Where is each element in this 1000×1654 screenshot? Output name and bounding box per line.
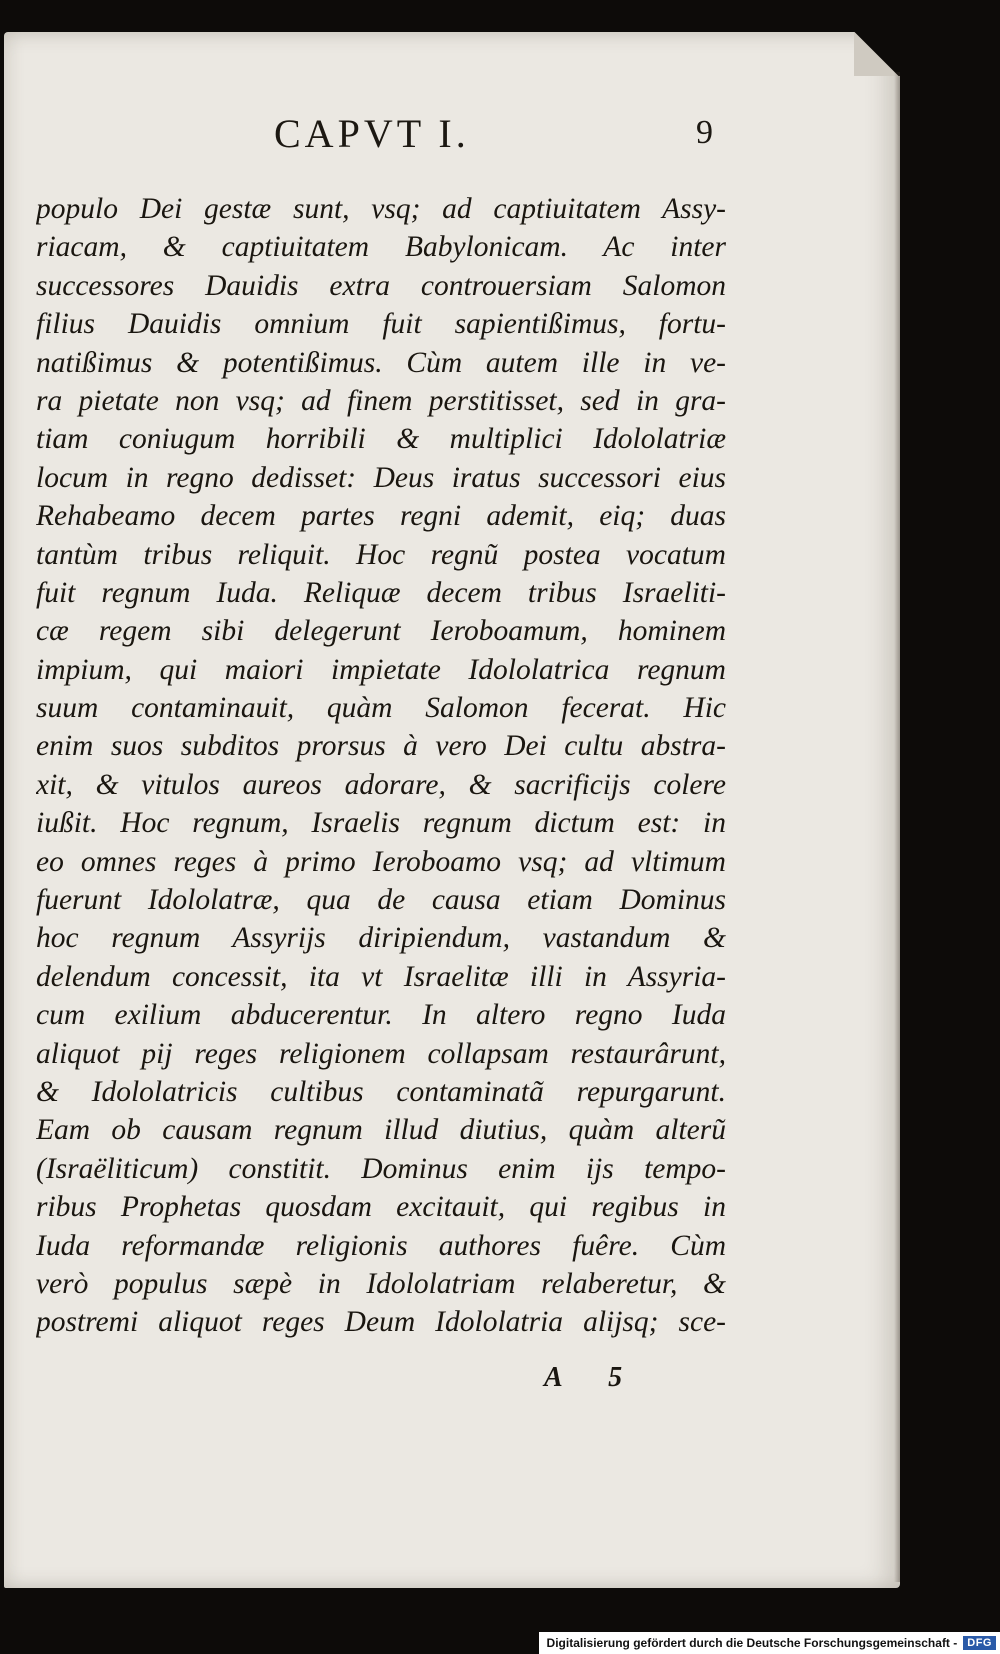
folded-corner xyxy=(854,32,900,76)
text-line: fuerunt Idololatræ, qua de causa etiam Dominus xyxy=(36,884,726,917)
text-line: natißimus & potentißimus. Cùm autem ille in ve- xyxy=(36,346,726,379)
funding-credit-bar xyxy=(539,1632,1000,1654)
page-edge-shadow xyxy=(894,72,900,1582)
text-line: iußit. Hoc regnum, Israelis regnum dictum est: in xyxy=(36,807,726,840)
signature-mark: A 5 xyxy=(544,1362,643,1393)
text-line: riacam, & captiuitatem Babylonicam. Ac inter xyxy=(36,231,726,264)
text-line: postremi aliquot reges Deum Idololatria alijsq; sce- xyxy=(36,1306,726,1339)
text-line: populo Dei gestæ sunt, vsq; ad captiuitatem Assy- xyxy=(36,193,726,225)
text-line: fuit regnum Iuda. Reliquæ decem tribus Israeliti- xyxy=(36,576,726,609)
text-line: aliquot pij reges religionem collapsam restaurârunt, xyxy=(36,1037,726,1070)
page-number: 9 xyxy=(696,114,713,151)
book-page xyxy=(4,32,900,1588)
text-line: xit, & vitulos aureos adorare, & sacrificijs colere xyxy=(36,768,726,801)
text-line: tiam coniugum horribili & multiplici Idololatriæ xyxy=(36,423,726,456)
text-line: Eam ob causam regnum illud diutius, quàm alterũ xyxy=(36,1114,726,1147)
text-line: verò populus sæpè in Idololatriam relaberetur, & xyxy=(36,1267,726,1300)
text-line: eo omnes reges à primo Ieroboamo vsq; ad vltimum xyxy=(36,845,726,878)
text-line: ra pietate non vsq; ad finem perstitisset, sed in gra- xyxy=(36,384,726,417)
text-line: & Idololatricis cultibus contaminatã repurgarunt. xyxy=(36,1075,726,1108)
text-line: suum contaminauit, quàm Salomon fecerat. Hic xyxy=(36,692,726,725)
text-line: cum exilium abducerentur. In altero regno Iuda xyxy=(36,999,726,1032)
text-line: successores Dauidis extra controuersiam Salomon xyxy=(36,269,726,302)
text-line: impium, qui maiori impietate Idololatrica regnum xyxy=(36,653,726,686)
text-line: filius Dauidis omnium fuit sapientißimus, fortu- xyxy=(36,308,726,341)
text-line: ribus Prophetas quosdam excitauit, qui regibus in xyxy=(36,1191,726,1224)
text-line: (Israëliticum) constitit. Dominus enim ijs tempo- xyxy=(36,1152,726,1185)
text-line: Iuda reformandæ religionis authores fuêre. Cùm xyxy=(36,1229,726,1262)
text-line: tantùm tribus reliquit. Hoc regnũ postea vocatum xyxy=(36,538,726,571)
text-line: hoc regnum Assyrijs diripiendum, vastandum & xyxy=(36,922,726,955)
text-line: cæ regem sibi delegerunt Ieroboamum, hominem xyxy=(36,615,726,648)
body-text xyxy=(36,190,726,1342)
text-line: enim suos subditos prorsus à vero Dei cultu abstra- xyxy=(36,730,726,763)
text-line: Rehabeamo decem partes regni ademit, eiq; duas xyxy=(36,500,726,533)
running-head: CAPVT I. xyxy=(274,111,470,156)
page-header xyxy=(4,110,900,166)
funding-note: Digitalisierung gefördert durch die Deutsche Forschungsgemeinschaft - xyxy=(546,1636,958,1650)
text-line: locum in regno dedisset: Deus iratus successori eius xyxy=(36,461,726,494)
text-line: delendum concessit, ita vt Israelitæ illi in Assyria- xyxy=(36,960,726,993)
dfg-logo-icon: DFG xyxy=(963,1636,996,1650)
